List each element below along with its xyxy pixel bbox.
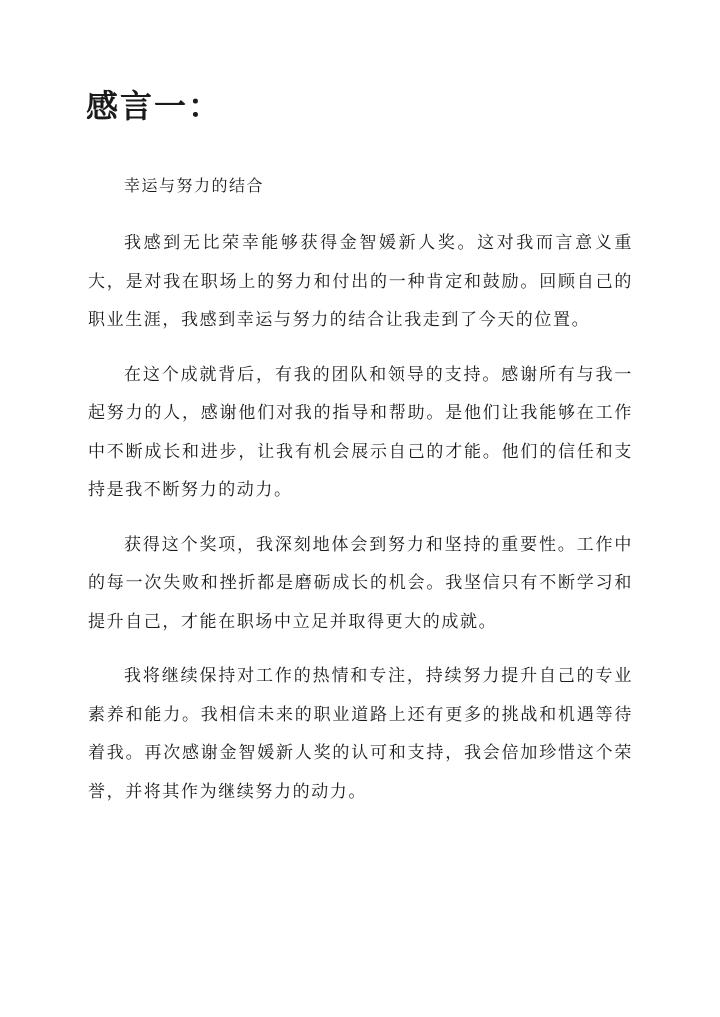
paragraph-1: 我感到无比荣幸能够获得金智媛新人奖。这对我而言意义重大，是对我在职场上的努力和付出的一种肯定和鼓励。回顾自己的职业生涯，我感到幸运与努力的结合让我走到了今天的位置。 xyxy=(88,233,633,330)
subtitle: 幸运与努力的结合 xyxy=(124,176,265,195)
paragraph-3: 获得这个奖项，我深刻地体会到努力和坚持的重要性。工作中的每一次失败和挫折都是磨砺成长的机会。我坚信只有不断学习和提升自己，才能在职场中立足并取得更大的成就。 xyxy=(88,534,633,632)
paragraph-4: 我将继续保持对工作的热情和专注，持续努力提升自己的专业素养和能力。我相信未来的职业道路上还有更多的挑战和机遇等待着我。再次感谢金智媛新人奖的认可和支持，我会倍加珍惜这个荣誉，并将其作为继续努力的动力。 xyxy=(88,666,633,802)
paragraph-2: 在这个成就背后，有我的团队和领导的支持。感谢所有与我一起努力的人，感谢他们对我的指导和帮助。是他们让我能够在工作中不断成长和进步，让我有机会展示自己的才能。他们的信任和支持是我不断努力的动力。 xyxy=(88,364,633,500)
body-text xyxy=(88,224,633,827)
page-title: 感言一： xyxy=(86,87,223,125)
